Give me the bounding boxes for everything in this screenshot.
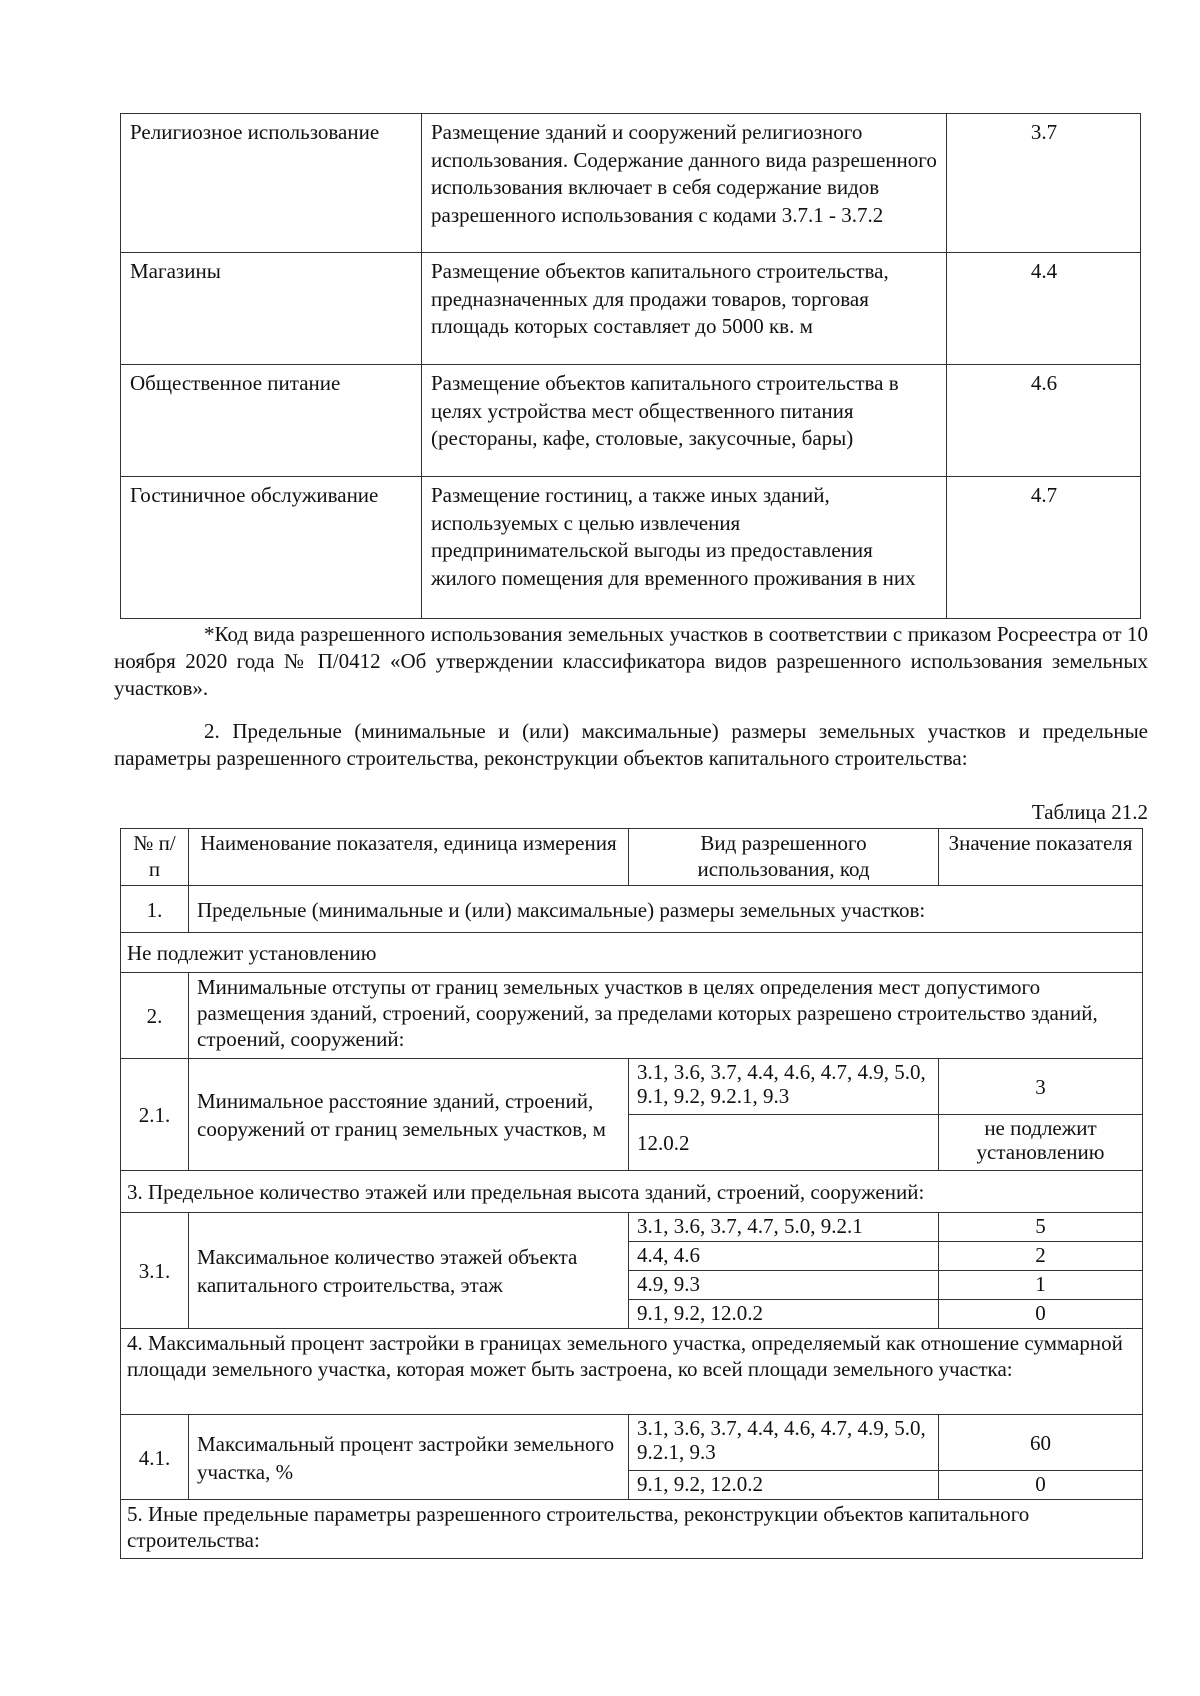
table-row [121, 1213, 1143, 1242]
use-code: 4.7 [947, 477, 1141, 619]
header-name: Наименование показателя, единица измерения [189, 829, 629, 886]
section-note: Не подлежит установлению [121, 933, 1143, 973]
use-name: Религиозное использование [121, 114, 422, 253]
header-value: Значение показателя [939, 829, 1143, 886]
row-codes: 3.1, 3.6, 3.7, 4.4, 4.6, 4.7, 4.9, 5.0, 9.2.1, 9.3 [629, 1415, 939, 1471]
use-name: Общественное питание [121, 365, 422, 477]
row-codes: 9.1, 9.2, 12.0.2 [629, 1300, 939, 1329]
section-row [121, 1171, 1143, 1213]
section-title: Минимальные отступы от границ земельных участков в целях определения мест допустимого размещения зданий, строений, сооружений, за пределами которых разрешено строительство зданий, строений, сооружений: [189, 973, 1143, 1059]
row-num: 3.1. [121, 1213, 189, 1329]
section-2-paragraph: 2. Предельные (минимальные и (или) максимальные) размеры земельных участков и предельные параметры разрешенного строительства, реконструкции объектов капитального строительства: [114, 719, 1148, 770]
table-row [121, 253, 1141, 365]
table-caption: Таблица 21.2 [1031, 800, 1148, 824]
use-description: Размещение объектов капитального строительства, предназначенных для продажи товаров, торговая площадь которых составляет до 5000 кв. м [422, 253, 947, 365]
table-header-row [121, 829, 1143, 886]
row-value: не подлежит установлению [939, 1115, 1143, 1171]
section-title: 5. Иные предельные параметры разрешенного строительства, реконструкции объектов капитального строительства: [121, 1500, 1143, 1559]
table-row [121, 1059, 1143, 1115]
table-row [121, 114, 1141, 253]
section-num: 1. [121, 886, 189, 933]
row-name: Максимальное количество этажей объекта капитального строительства, этаж [189, 1213, 629, 1329]
use-code: 3.7 [947, 114, 1141, 253]
row-value: 60 [939, 1415, 1143, 1471]
section-title: Предельные (минимальные и (или) максимальные) размеры земельных участков: [189, 886, 1143, 933]
use-description: Размещение объектов капитального строительства в целях устройства мест общественного питания (рестораны, кафе, столовые, закусочные, бары) [422, 365, 947, 477]
use-description: Размещение гостиниц, а также иных зданий, используемых с целью извлечения предпринимательской выгоды из предоставления жилого помещения для временного проживания в них [422, 477, 947, 619]
header-kind: Вид разрешенного использования, код [629, 829, 939, 886]
row-value: 3 [939, 1059, 1143, 1115]
row-codes: 3.1, 3.6, 3.7, 4.7, 5.0, 9.2.1 [629, 1213, 939, 1242]
table-row [121, 1415, 1143, 1471]
use-description: Размещение зданий и сооружений религиозного использования. Содержание данного вида разрешенного использования включает в себя содержание видов разрешенного использования с кодами 3.7.1 - 3.7.2 [422, 114, 947, 253]
use-code: 4.6 [947, 365, 1141, 477]
land-use-table [120, 113, 1141, 619]
use-name: Гостиничное обслуживание [121, 477, 422, 619]
row-codes: 4.9, 9.3 [629, 1271, 939, 1300]
row-codes: 3.1, 3.6, 3.7, 4.4, 4.6, 4.7, 4.9, 5.0, 9.1, 9.2, 9.2.1, 9.3 [629, 1059, 939, 1115]
row-name: Минимальное расстояние зданий, строений, сооружений от границ земельных участков, м [189, 1059, 629, 1171]
row-value: 0 [939, 1300, 1143, 1329]
footnote: *Код вида разрешенного использования земельных участков в соответствии с приказом Росреестра от 10 ноября 2020 года № П/0412 «Об утверждении классификатора видов разрешенного использования земельных участков». [114, 622, 1148, 700]
table-row [121, 365, 1141, 477]
section-row [121, 1329, 1143, 1415]
section-title: 3. Предельное количество этажей или предельная высота зданий, строений, сооружений: [121, 1171, 1143, 1213]
row-value: 5 [939, 1213, 1143, 1242]
limits-table [120, 828, 1143, 1559]
row-value: 2 [939, 1242, 1143, 1271]
row-name: Максимальный процент застройки земельного участка, % [189, 1415, 629, 1500]
section-row [121, 973, 1143, 1059]
table-row [121, 477, 1141, 619]
row-value: 0 [939, 1471, 1143, 1500]
section-row [121, 1500, 1143, 1559]
row-codes: 4.4, 4.6 [629, 1242, 939, 1271]
use-code: 4.4 [947, 253, 1141, 365]
header-num: № п/п [121, 829, 189, 886]
row-codes: 12.0.2 [629, 1115, 939, 1171]
row-codes: 9.1, 9.2, 12.0.2 [629, 1471, 939, 1500]
section-row [121, 886, 1143, 933]
row-num: 2.1. [121, 1059, 189, 1171]
row-num: 4.1. [121, 1415, 189, 1500]
note-row [121, 933, 1143, 973]
section-num: 2. [121, 973, 189, 1059]
use-name: Магазины [121, 253, 422, 365]
section-title: 4. Максимальный процент застройки в границах земельного участка, определяемый как отношение суммарной площади земельного участка, которая может быть застроена, ко всей площади земельного участка: [121, 1329, 1143, 1415]
row-value: 1 [939, 1271, 1143, 1300]
